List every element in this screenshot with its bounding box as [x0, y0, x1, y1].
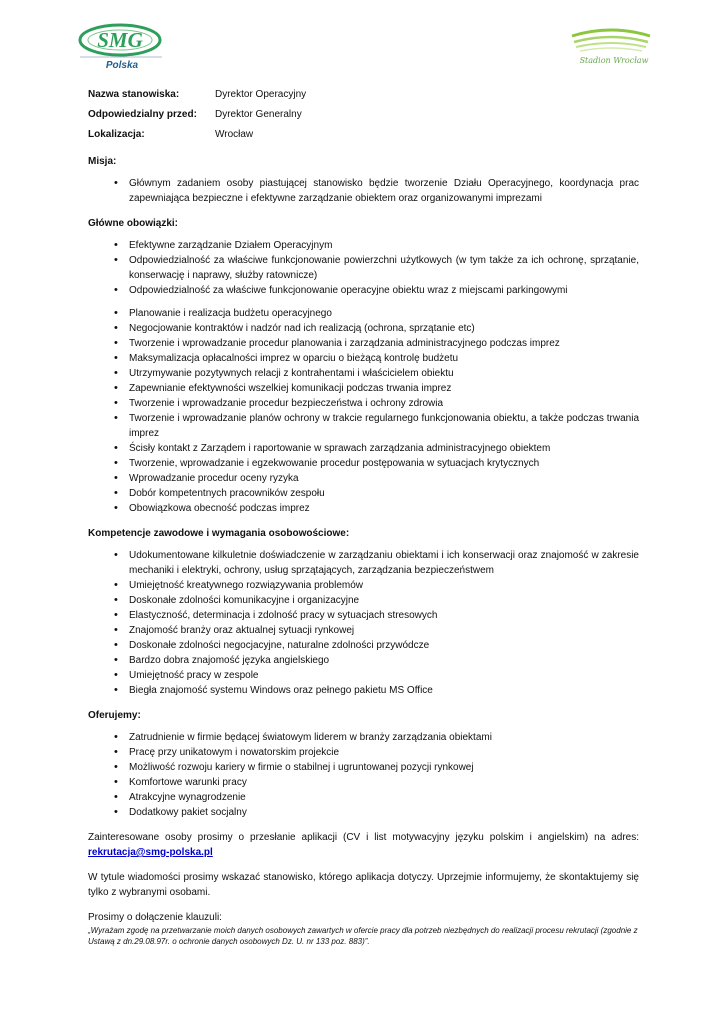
list-item: • Dobór kompetentnych pracowników zespołu — [88, 486, 639, 501]
list-item: • Obowiązkowa obecność podczas imprez — [88, 501, 639, 516]
apply-text: Zainteresowane osoby prosimy o przesłanie aplikacji (CV i list motywacyjny języku polskim i angielskim) na adres: — [88, 832, 639, 843]
list-item: • Udokumentowane kilkuletnie doświadczenie w zarządzaniu obiektami i ich konserwacji oraz znajomość w zakresie mechaniki i elektryki, ochrony, usług sprzątających, zarządzania bezpieczeństwem — [88, 548, 639, 578]
list-item: • Bardzo dobra znajomość języka angielskiego — [88, 653, 639, 668]
list-item: • Dodatkowy pakiet socjalny — [88, 805, 639, 820]
field-label: Lokalizacja: — [88, 128, 145, 140]
list-item: • Utrzymywanie pozytywnych relacji z kontrahentami i właścicielem obiektu — [88, 366, 639, 381]
list-item: • Umiejętność pracy w zespole — [88, 668, 639, 683]
duties-list — [88, 238, 639, 516]
svg-text:SMG: SMG — [97, 28, 143, 52]
list-item: • Wprowadzanie procedur oceny ryzyka — [88, 471, 639, 486]
field-location — [88, 124, 639, 144]
field-label: Odpowiedzialny przed: — [88, 108, 197, 120]
duties-heading: Główne obowiązki: — [88, 218, 179, 229]
list-item: • Głównym zadaniem osoby piastującej stanowisko będzie tworzenie Działu Operacyjnego, koordynacja prac zapewniająca bezpieczne i efektywne zarządzanie obiektem oraz organizowanymi imprezami — [88, 176, 639, 206]
field-position — [88, 84, 639, 104]
list-item: • Ścisły kontakt z Zarządem i raportowanie w sprawach zarządzania administracyjnego obiektem — [88, 441, 639, 456]
apply-paragraph — [88, 830, 639, 860]
field-label: Nazwa stanowiska: — [88, 88, 180, 100]
list-item: • Tworzenie i wprowadzanie planów ochrony w trakcie regularnego funkcjonowania obiektu, a także podczas trwania imprez — [88, 411, 639, 441]
list-item: • Maksymalizacja opłacalności imprez w oparciu o bieżącą kontrolę budżetu — [88, 351, 639, 366]
list-item: • Pracę przy unikatowym i nowatorskim projekcie — [88, 745, 639, 760]
field-value: Dyrektor Generalny — [215, 108, 302, 120]
svg-text:Stadion Wrocław: Stadion Wrocław — [579, 56, 649, 65]
stadion-wroclaw-logo — [566, 24, 656, 68]
list-item: • Biegła znajomość systemu Windows oraz pełnego pakietu MS Office — [88, 683, 639, 698]
offer-list — [88, 730, 639, 820]
field-value: Dyrektor Operacyjny — [215, 88, 307, 100]
competencies-heading: Kompetencje zawodowe i wymagania osobowościowe: — [88, 528, 350, 539]
list-item: • Atrakcyjne wynagrodzenie — [88, 790, 639, 805]
list-item: • Tworzenie, wprowadzanie i egzekwowanie procedur postępowania w sytuacjach krytycznych — [88, 456, 639, 471]
competencies-list — [88, 548, 639, 698]
list-item: • Tworzenie i wprowadzanie procedur bezpieczeństwa i ochrony zdrowia — [88, 396, 639, 411]
list-item: • Doskonałe zdolności komunikacyjne i organizacyjne — [88, 593, 639, 608]
list-item: • Tworzenie i wprowadzanie procedur planowania i zarządzania administracyjnego podczas imprez — [88, 336, 639, 351]
offer-heading: Oferujemy: — [88, 710, 141, 721]
list-item: • Odpowiedzialność za właściwe funkcjonowanie operacyjne obiektu wraz z miejscami parkingowymi — [88, 283, 639, 298]
list-item: • Zatrudnienie w firmie będącej światowym liderem w branży zarządzania obiektami — [88, 730, 639, 745]
consent-clause: „Wyrażam zgodę na przetwarzanie moich danych osobowych zawartych w ofercie pracy dla potrzeb niezbędnych do realizacji procesu rekrutacji (zgodnie z Ustawą z dn.29.08.97r. o ochronie danych osobowych Dz. U. nr 133 poz. 883)”. — [88, 926, 638, 946]
list-item: • Możliwość rozwoju kariery w firmie o stabilnej i ugruntowanej pozycji rynkowej — [88, 760, 639, 775]
list-item: • Odpowiedzialność za właściwe funkcjonowanie powierzchni użytkowych (w tym także za ich ochronę, sprzątanie, konserwację i naprawy, służby ratownicze) — [88, 253, 639, 283]
email-link[interactable]: rekrutacja@smg-polska.pl — [88, 847, 213, 858]
list-item: • Zapewnianie efektywności wszelkiej komunikacji podczas trwania imprez — [88, 381, 639, 396]
list-item: • Umiejętność kreatywnego rozwiązywania problemów — [88, 578, 639, 593]
list-item: • Negocjowanie kontraktów i nadzór nad ich realizacją (ochrona, sprzątanie etc) — [88, 321, 639, 336]
clause-heading: Prosimy o dołączenie klauzuli: — [88, 912, 222, 923]
smg-polska-logo — [76, 20, 166, 72]
mission-heading: Misja: — [88, 156, 117, 167]
mission-list — [88, 176, 639, 206]
field-value: Wrocław — [215, 128, 254, 140]
field-reports-to — [88, 104, 639, 124]
list-item: • Elastyczność, determinacja i zdolność pracy w sytuacjach stresowych — [88, 608, 639, 623]
list-item: • Doskonałe zdolności negocjacyjne, naturalne zdolności przywódcze — [88, 638, 639, 653]
list-item: • Komfortowe warunki pracy — [88, 775, 639, 790]
list-item: • Planowanie i realizacja budżetu operacyjnego — [88, 306, 639, 321]
list-item: • Znajomość branży oraz aktualnej sytuacji rynkowej — [88, 623, 639, 638]
subject-paragraph: W tytule wiadomości prosimy wskazać stanowisko, którego aplikacja dotyczy. Uprzejmie informujemy, że skontaktujemy się tylko z wybranymi osobami. — [88, 872, 639, 898]
svg-text:Polska: Polska — [105, 60, 139, 71]
list-item: • Efektywne zarządzanie Działem Operacyjnym — [88, 238, 639, 253]
job-description — [88, 84, 639, 947]
